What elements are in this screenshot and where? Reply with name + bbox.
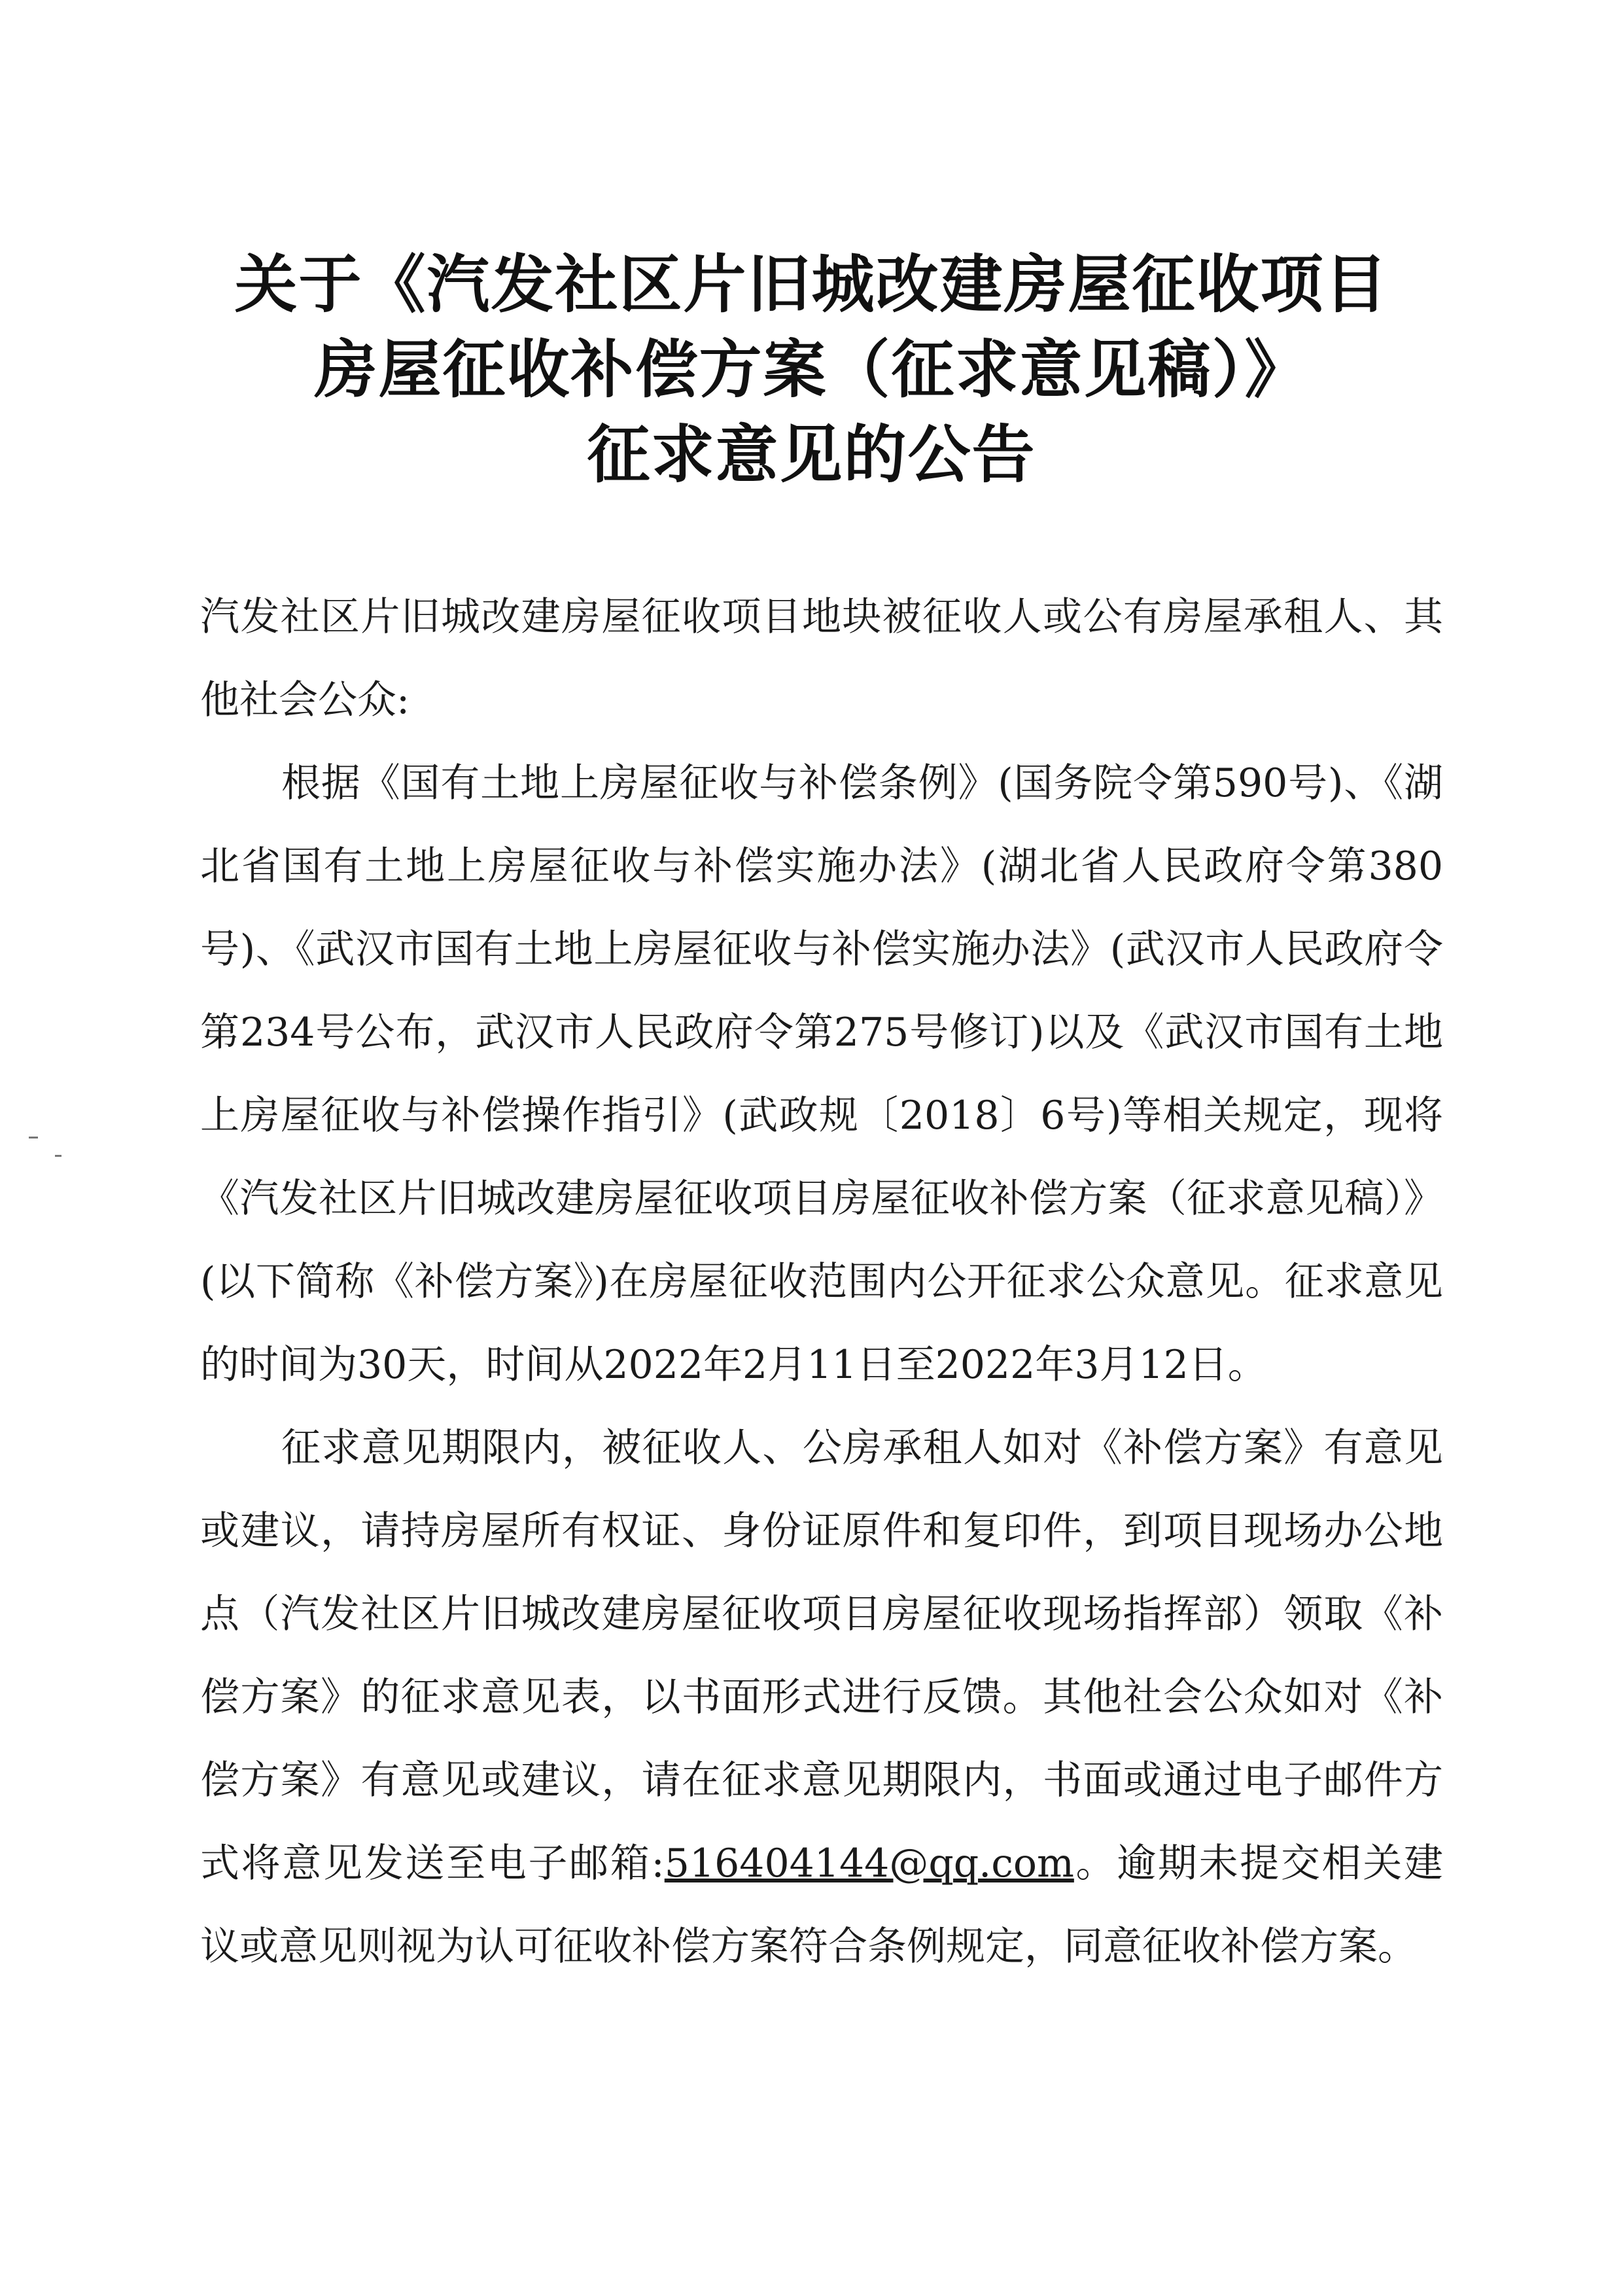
title-line-1: 关于《汽发社区片旧城改建房屋征收项目 [234,247,1389,321]
paragraph-legal-basis: 根据《国有土地上房屋征收与补偿条例》(国务院令第590号)、《湖北省国有土地上房屋征收与补偿实施办法》(湖北省人民政府令第380号)、《武汉市国有土地上房屋征收与补偿实施办法》(武汉市人民政府令第234号公布，武汉市人民政府令第275号修订)以及《武汉市国有土地上房屋征收与补偿操作指引》(武政规〔2018〕6号)等相关规定，现将《汽发社区片旧城改建房屋征收项目房屋征收补偿方案（征求意见稿）》(以下简称《补偿方案》)在房屋征收范围内公开征求公众意见。征求意见的时间为30天，时间从2022年2月11日至2022年3月12日。 [200,760,1443,1388]
paragraph-feedback-closing: 。逾期未提交相关建议或意见则视为认可征收补偿方案符合条例规定，同意征收补偿方案。 [200,1841,1444,1969]
scan-mark [29,1137,38,1139]
email-link[interactable]: 516404144@qq.com [664,1841,1074,1886]
notice-title [0,242,1623,497]
paragraph-feedback [200,1407,1443,1988]
notice-body [200,576,1443,1988]
scan-mark [55,1155,61,1157]
title-line-3: 征求意见的公告 [587,417,1036,491]
title-line-2: 房屋征收补偿方案（征求意见稿）》 [314,332,1309,406]
salutation: 汽发社区片旧城改建房屋征收项目地块被征收人或公有房屋承租人、其他社会公众: [200,594,1443,723]
paragraph-feedback-text: 征求意见期限内，被征收人、公房承租人如对《补偿方案》有意见或建议，请持房屋所有权证、身份证原件和复印件，到项目现场办公地点（汽发社区片旧城改建房屋征收项目房屋征收现场指挥部）领取《补偿方案》的征求意见表，以书面形式进行反馈。其他社会公众如对《补偿方案》有意见或建议，请在征求意见期限内，书面或通过电子邮件方式将意见发送至电子邮箱: [200,1425,1443,1886]
